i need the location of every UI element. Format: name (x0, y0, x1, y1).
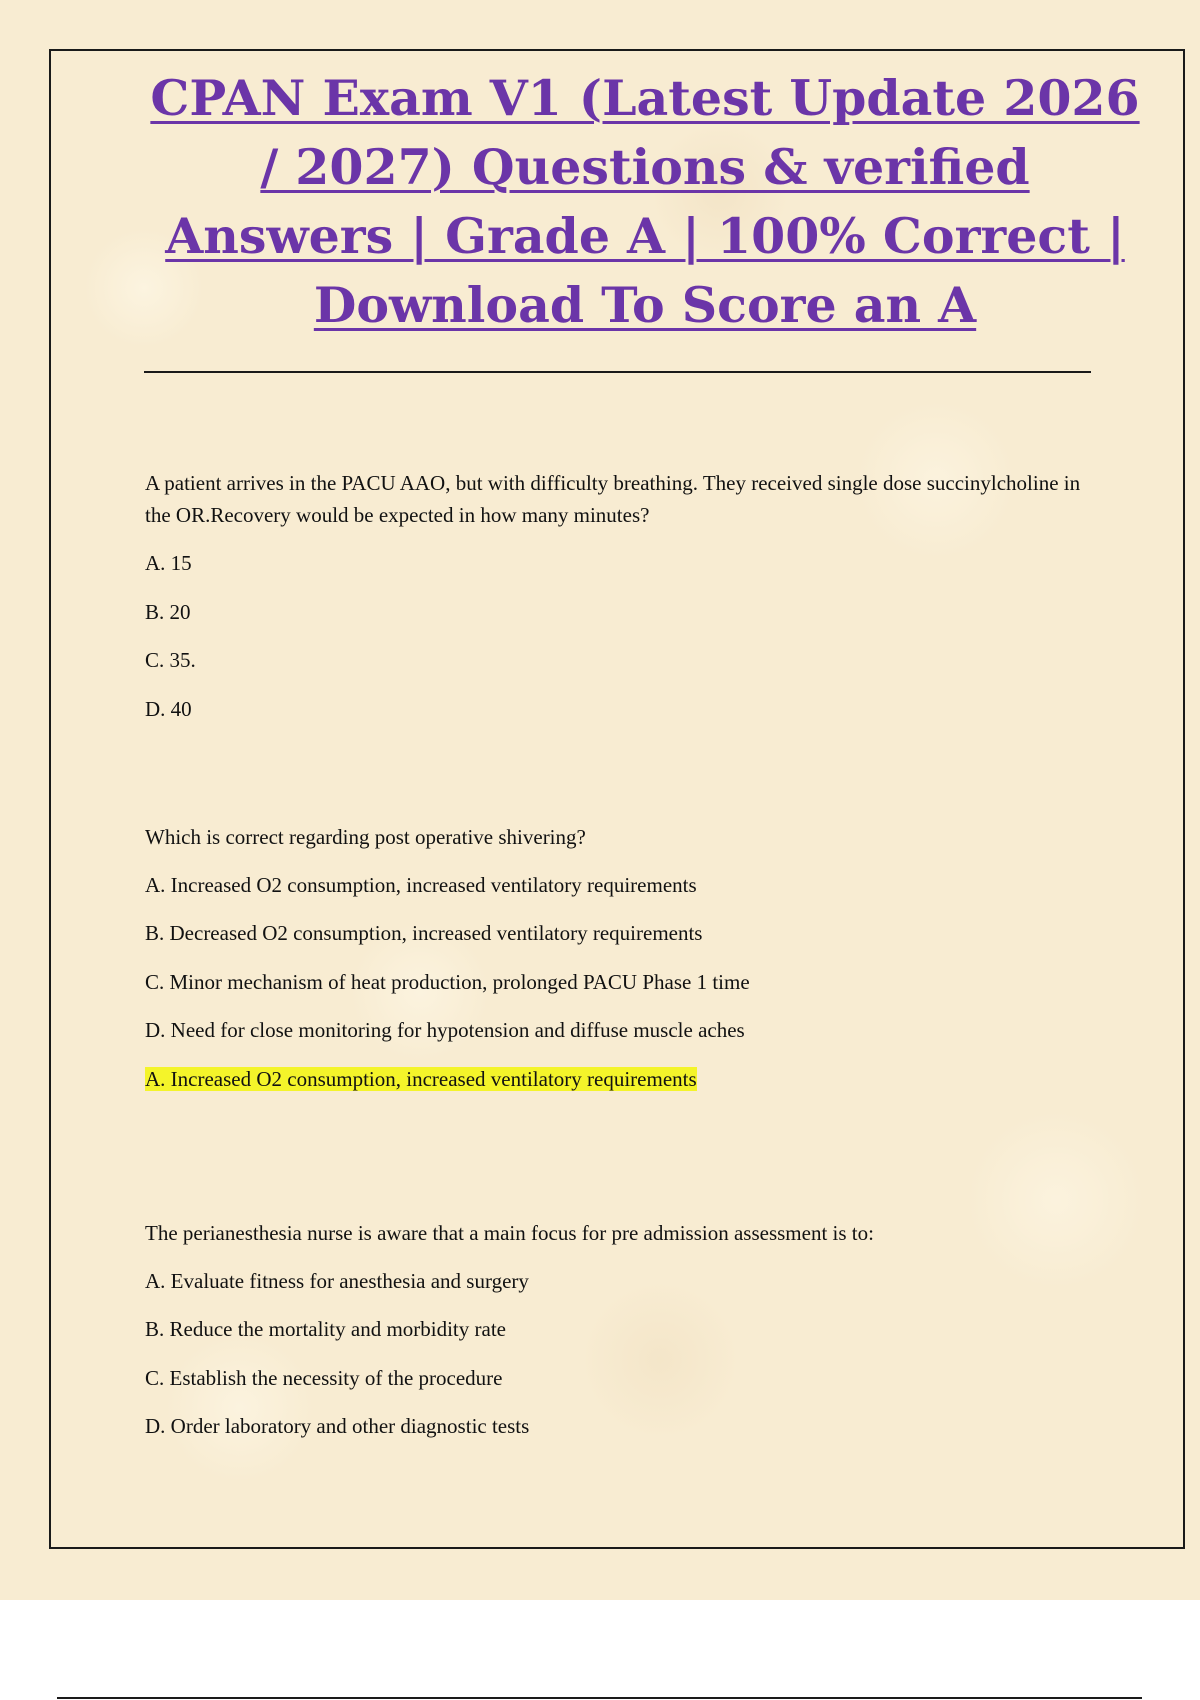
highlighted-answer (145, 1063, 1085, 1095)
answer-option: B. 20 (145, 599, 191, 624)
answer-option: A. 15 (145, 551, 192, 575)
footer-divider (57, 1697, 1142, 1699)
answer-option: C. Minor mechanism of heat production, prolonged PACU Phase 1 time (145, 969, 750, 994)
answer-option: A. Increased O2 consumption, increased ventilatory requirements (145, 872, 697, 897)
answer-option: D. Order laboratory and other diagnostic tests (145, 1414, 530, 1438)
document-title: CPAN Exam V1 (Latest Update 2026 / 2027) Questions & verified Answers | Grade A | 100% Correct | Download To Score an A (150, 69, 1140, 334)
answer-option: B. Reduce the mortality and morbidity rate (145, 1317, 506, 1341)
answer-option: C. Establish the necessity of the procedure (145, 1365, 503, 1390)
question-text: The perianesthesia nurse is aware that a main focus for pre admission assessment is to: (145, 1220, 874, 1245)
answer-option: D. 40 (145, 696, 192, 721)
question-list (145, 467, 1085, 1459)
title-divider (144, 371, 1091, 373)
answer-highlight: A. Increased O2 consumption, increased ventilatory requirements (145, 1066, 697, 1091)
answer-option: D. Need for close monitoring for hypotension and diffuse muscle aches (145, 1018, 745, 1042)
question-text: Which is correct regarding post operative shivering? (145, 824, 586, 849)
question-text: A patient arrives in the PACU AAO, but with difficulty breathing. They received single dose succinylcholine in the OR.Recovery would be expected in how many minutes? (145, 471, 1081, 527)
question-block-1 (145, 467, 1085, 725)
answer-option: A. Evaluate fitness for anesthesia and surgery (145, 1268, 529, 1293)
question-block-3 (145, 1217, 1085, 1443)
question-block-2 (145, 821, 1085, 1095)
answer-option: C. 35. (145, 648, 196, 672)
answer-option: B. Decreased O2 consumption, increased ventilatory requirements (145, 921, 703, 945)
